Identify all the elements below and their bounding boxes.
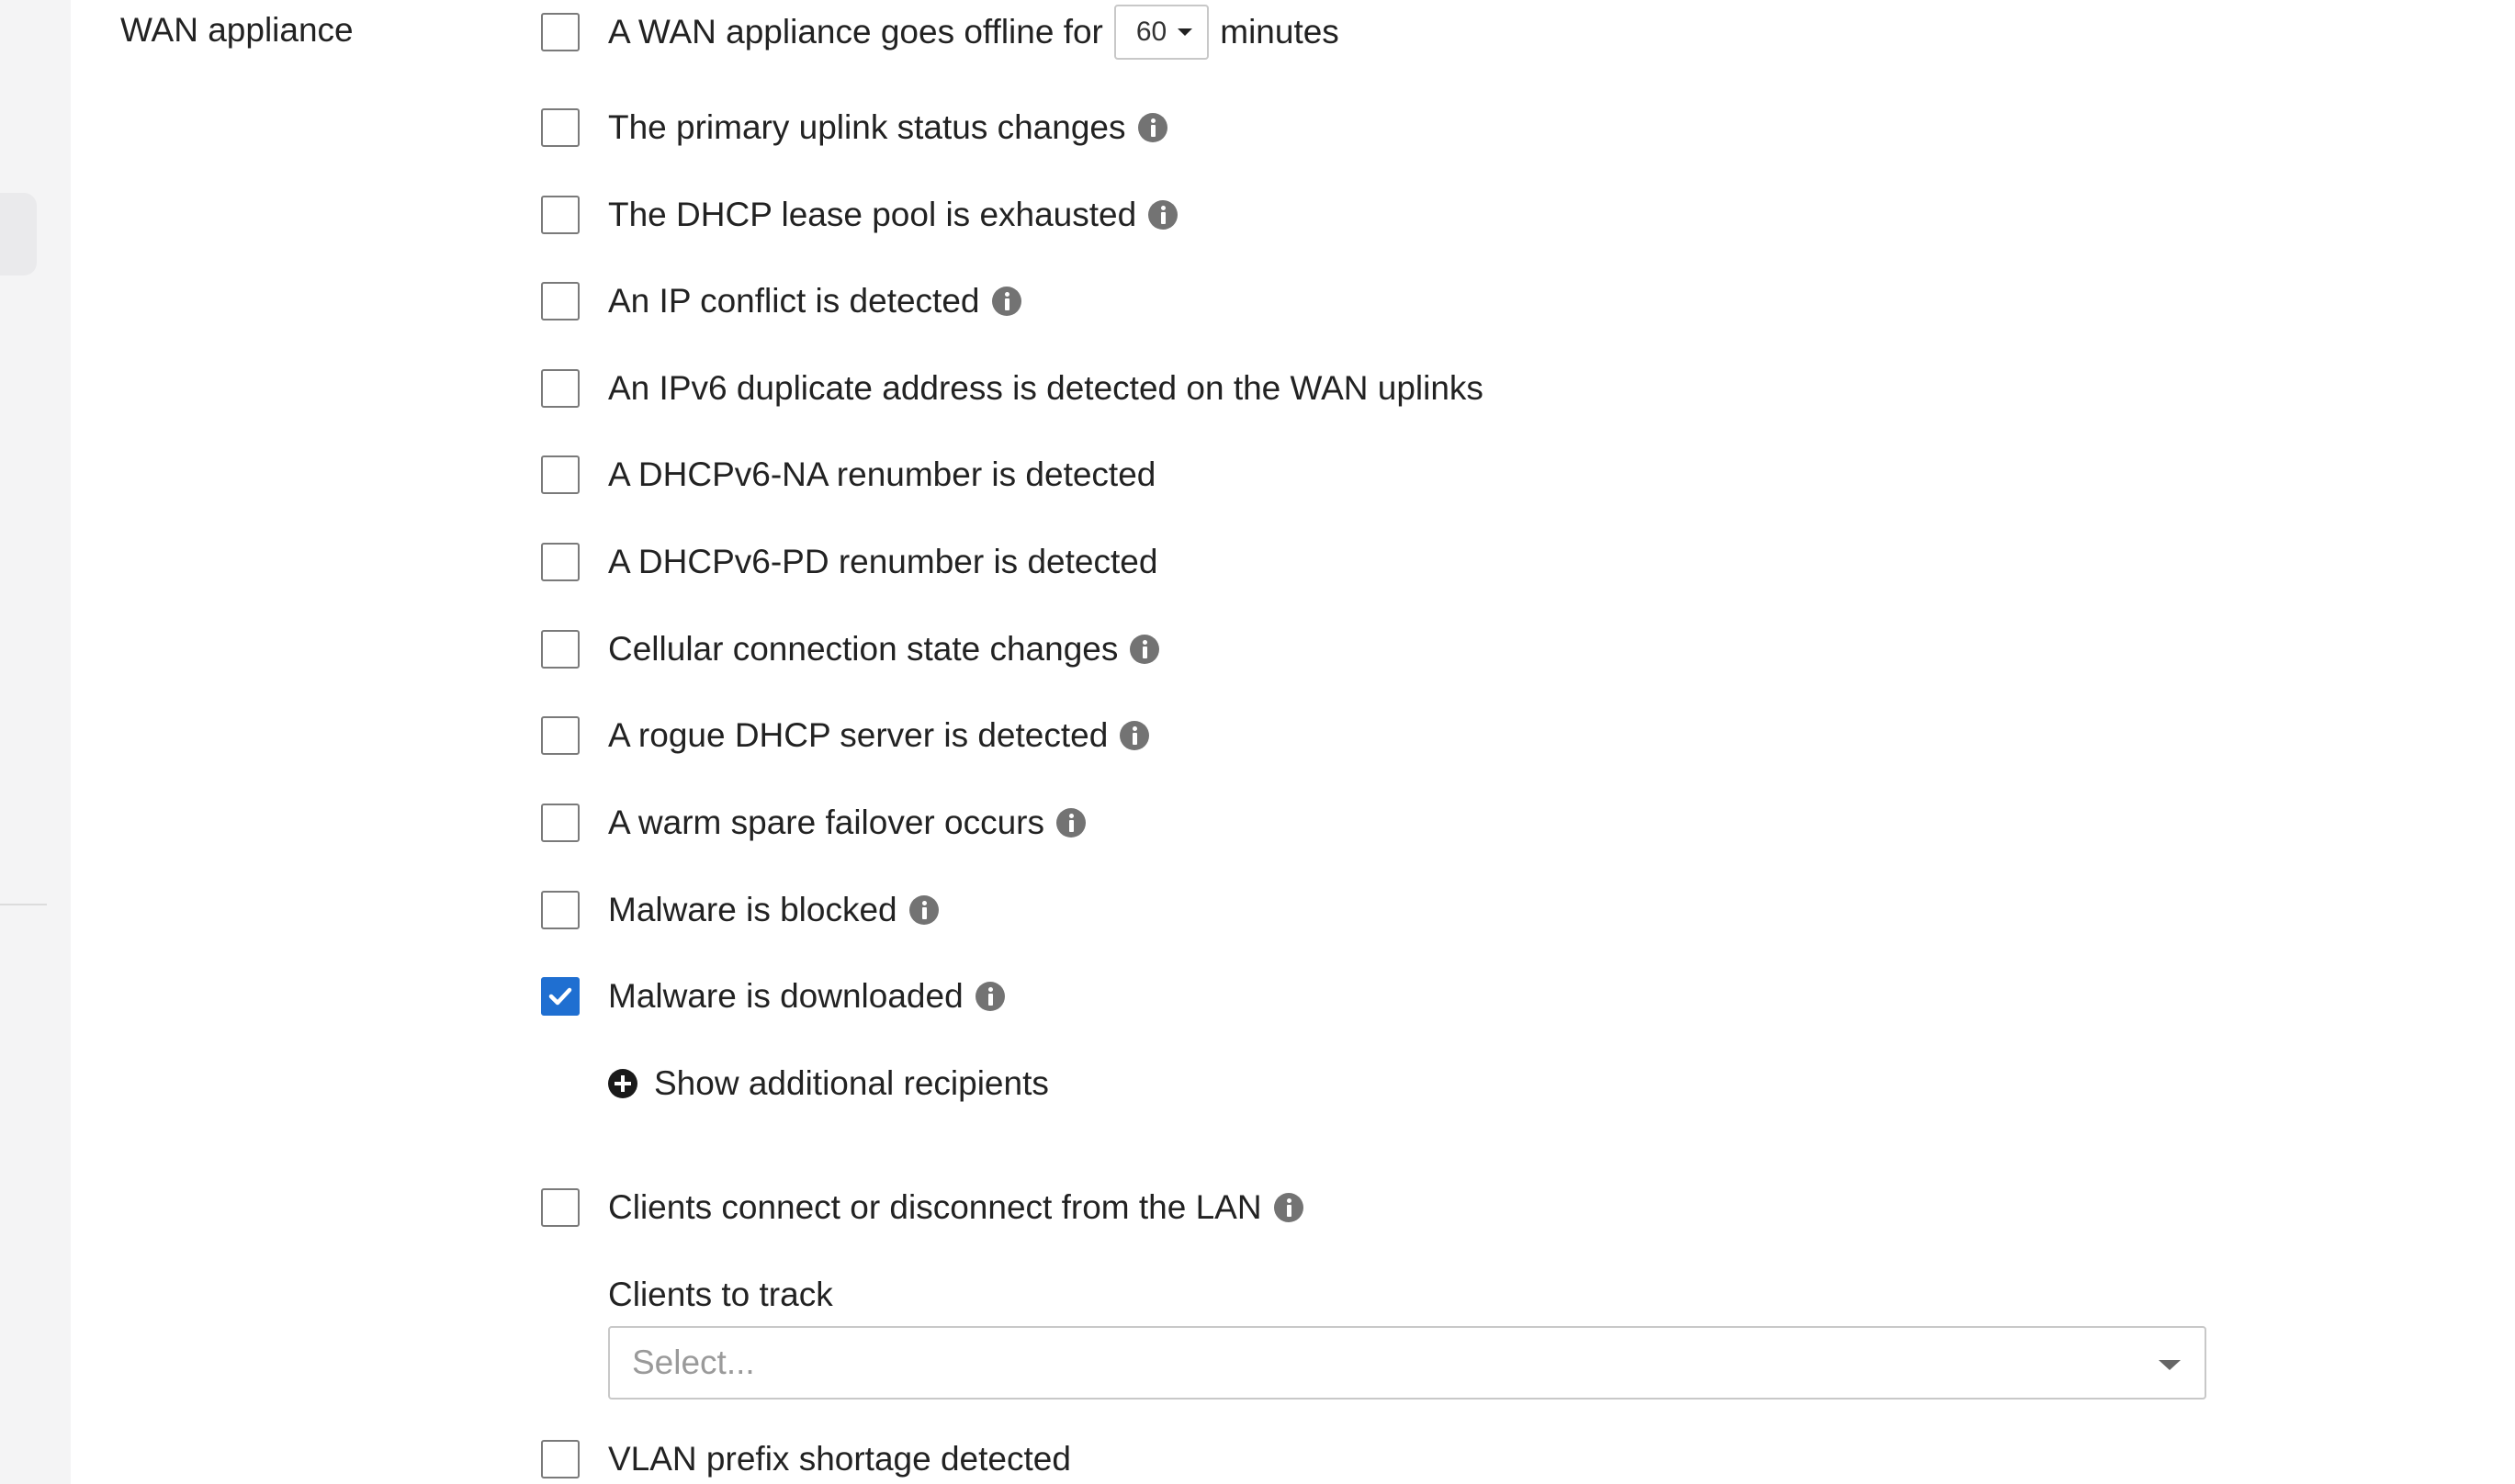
checkbox-ipv6-duplicate[interactable] [541,369,580,408]
clients-to-track-label: Clients to track [608,1276,833,1313]
alert-label: A warm spare failover occurs [608,804,1045,841]
info-icon[interactable] [1274,1193,1303,1222]
alert-label: Malware is downloaded [608,977,964,1015]
info-icon[interactable] [1056,808,1086,838]
alert-row-cellular-state [541,624,1159,674]
alert-label: Cellular connection state changes [608,630,1119,668]
info-icon[interactable] [976,982,1005,1011]
alert-label: The DHCP lease pool is exhausted [608,196,1137,233]
chevron-down-icon [1178,28,1192,36]
alert-row-malware-downloaded [541,972,1005,1021]
alert-label: An IPv6 duplicate address is detected on the WAN uplinks [608,369,1483,407]
checkbox-cellular-state[interactable] [541,630,580,669]
rail-divider [0,904,47,905]
checkbox-ip-conflict[interactable] [541,282,580,320]
show-additional-recipients-label: Show additional recipients [654,1064,1049,1102]
checkbox-dhcp-pool[interactable] [541,196,580,234]
alert-row-ipv6-duplicate [541,364,1483,413]
checkbox-malware-blocked[interactable] [541,891,580,929]
checkbox-appliance-offline[interactable] [541,13,580,51]
alert-row-warm-spare [541,798,1086,848]
alert-row-appliance-offline [541,7,1339,57]
alert-label: An IP conflict is detected [608,282,980,320]
alert-row-malware-blocked [541,885,939,935]
appliance-offline-label: A WAN appliance goes offline for [608,13,1103,51]
offline-duration-suffix: minutes [1220,13,1339,51]
checkbox-primary-uplink[interactable] [541,108,580,147]
section-label: WAN appliance [120,11,354,49]
alert-label: Clients connect or disconnect from the LAN [608,1188,1262,1226]
alert-row-dhcpv6-na [541,450,1156,500]
alert-row-dhcp-pool [541,190,1178,240]
alert-label: The primary uplink status changes [608,108,1126,146]
rail-tab[interactable] [0,193,37,275]
checkbox-warm-spare[interactable] [541,804,580,842]
checkbox-vlan-prefix[interactable] [541,1440,580,1478]
info-icon[interactable] [992,287,1021,316]
chevron-down-icon [2159,1360,2181,1370]
plus-circle-icon [608,1069,637,1098]
info-icon[interactable] [1148,200,1178,230]
checkbox-clients-lan[interactable] [541,1188,580,1227]
checkbox-malware-downloaded[interactable] [541,977,580,1016]
alert-label: A DHCPv6-NA renumber is detected [608,455,1156,493]
alert-row-vlan-prefix [541,1434,1071,1484]
info-icon[interactable] [1120,721,1149,750]
alert-label: Malware is blocked [608,891,897,928]
offline-duration-value: 60 [1135,17,1167,47]
offline-duration-select[interactable] [1114,5,1209,60]
alert-row-ip-conflict [541,276,1021,326]
select-placeholder: Select... [632,1343,755,1381]
alert-row-rogue-dhcp [541,711,1149,760]
alert-row-dhcpv6-pd [541,537,1157,587]
checkbox-rogue-dhcp[interactable] [541,716,580,755]
checkbox-dhcpv6-na[interactable] [541,455,580,494]
info-icon[interactable] [909,895,939,925]
alert-row-primary-uplink [541,103,1167,152]
clients-to-track-select[interactable] [608,1326,2206,1400]
alert-label: VLAN prefix shortage detected [608,1440,1071,1478]
alert-label: A rogue DHCP server is detected [608,716,1109,754]
checkbox-dhcpv6-pd[interactable] [541,543,580,581]
show-additional-recipients-link[interactable] [608,1059,1049,1108]
info-icon[interactable] [1130,635,1159,664]
checkmark-icon [547,983,574,1010]
alert-label: A DHCPv6-PD renumber is detected [608,543,1158,580]
info-icon[interactable] [1138,113,1167,142]
left-rail [0,0,71,1484]
alert-row-clients-lan [541,1183,1303,1232]
